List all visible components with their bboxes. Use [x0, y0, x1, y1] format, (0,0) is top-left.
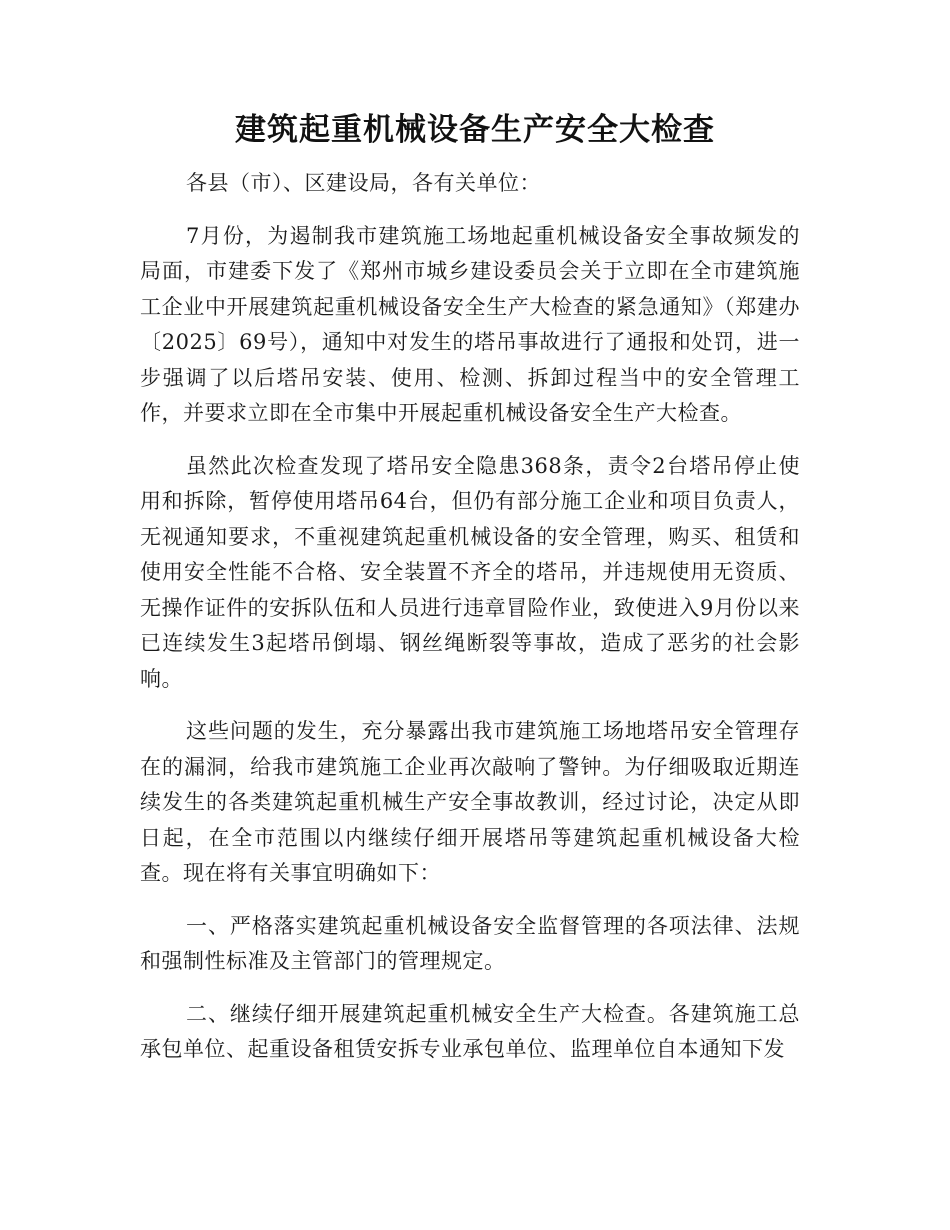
paragraph-2: 虽然此次检查发现了塔吊安全隐患368条，责令2台塔吊停止使用和拆除，暂停使用塔吊64台，但仍有部分施工企业和项目负责人，无视通知要求，不重视建筑起重机械设备的安全管理，购买、租赁和使用安全性能不合格、安全装置不齐全的塔吊，并违规使用无资质、无操作证件的安拆队伍和人员进行违章冒险作业，致使进入9月份以来已连续发生3起塔吊倒塌、钢丝绳断裂等事故，造成了恶劣的社会影响。: [140, 453, 800, 691]
paragraph-3: 这些问题的发生，充分暴露出我市建筑施工场地塔吊安全管理存在的漏洞，给我市建筑施工企业再次敲响了警钟。为仔细吸取近期连续发生的各类建筑起重机械生产安全事故教训，经过讨论，决定从即日起，在全市范围以内继续仔细开展塔吊等建筑起重机械设备大检查。现在将有关事宜明确如下：: [140, 719, 800, 885]
paragraph-5: 二、继续仔细开展建筑起重机械安全生产大检查。各建筑施工总承包单位、起重设备租赁安拆专业承包单位、监理单位自本通知下发: [140, 1001, 800, 1061]
paragraph-4: 一、严格落实建筑起重机械设备安全监督管理的各项法律、法规和强制性标准及主管部门的管理规定。: [140, 913, 800, 973]
salutation: 各县（市）、区建设局，各有关单位：: [186, 171, 541, 195]
document-title: 建筑起重机械设备生产安全大检查: [235, 112, 715, 148]
document-body: [140, 166, 800, 1085]
paragraph-1: 7月份，为遏制我市建筑施工场地起重机械设备安全事故频发的局面，市建委下发了《郑州市城乡建设委员会关于立即在全市建筑施工企业中开展建筑起重机械设备安全生产大检查的紧急通知》（郑建办〔2025〕69号），通知中对发生的塔吊事故进行了通报和处罚，进一步强调了以后塔吊安装、使用、检测、拆卸过程当中的安全管理工作，并要求立即在全市集中开展起重机械设备安全生产大检查。: [140, 223, 800, 425]
